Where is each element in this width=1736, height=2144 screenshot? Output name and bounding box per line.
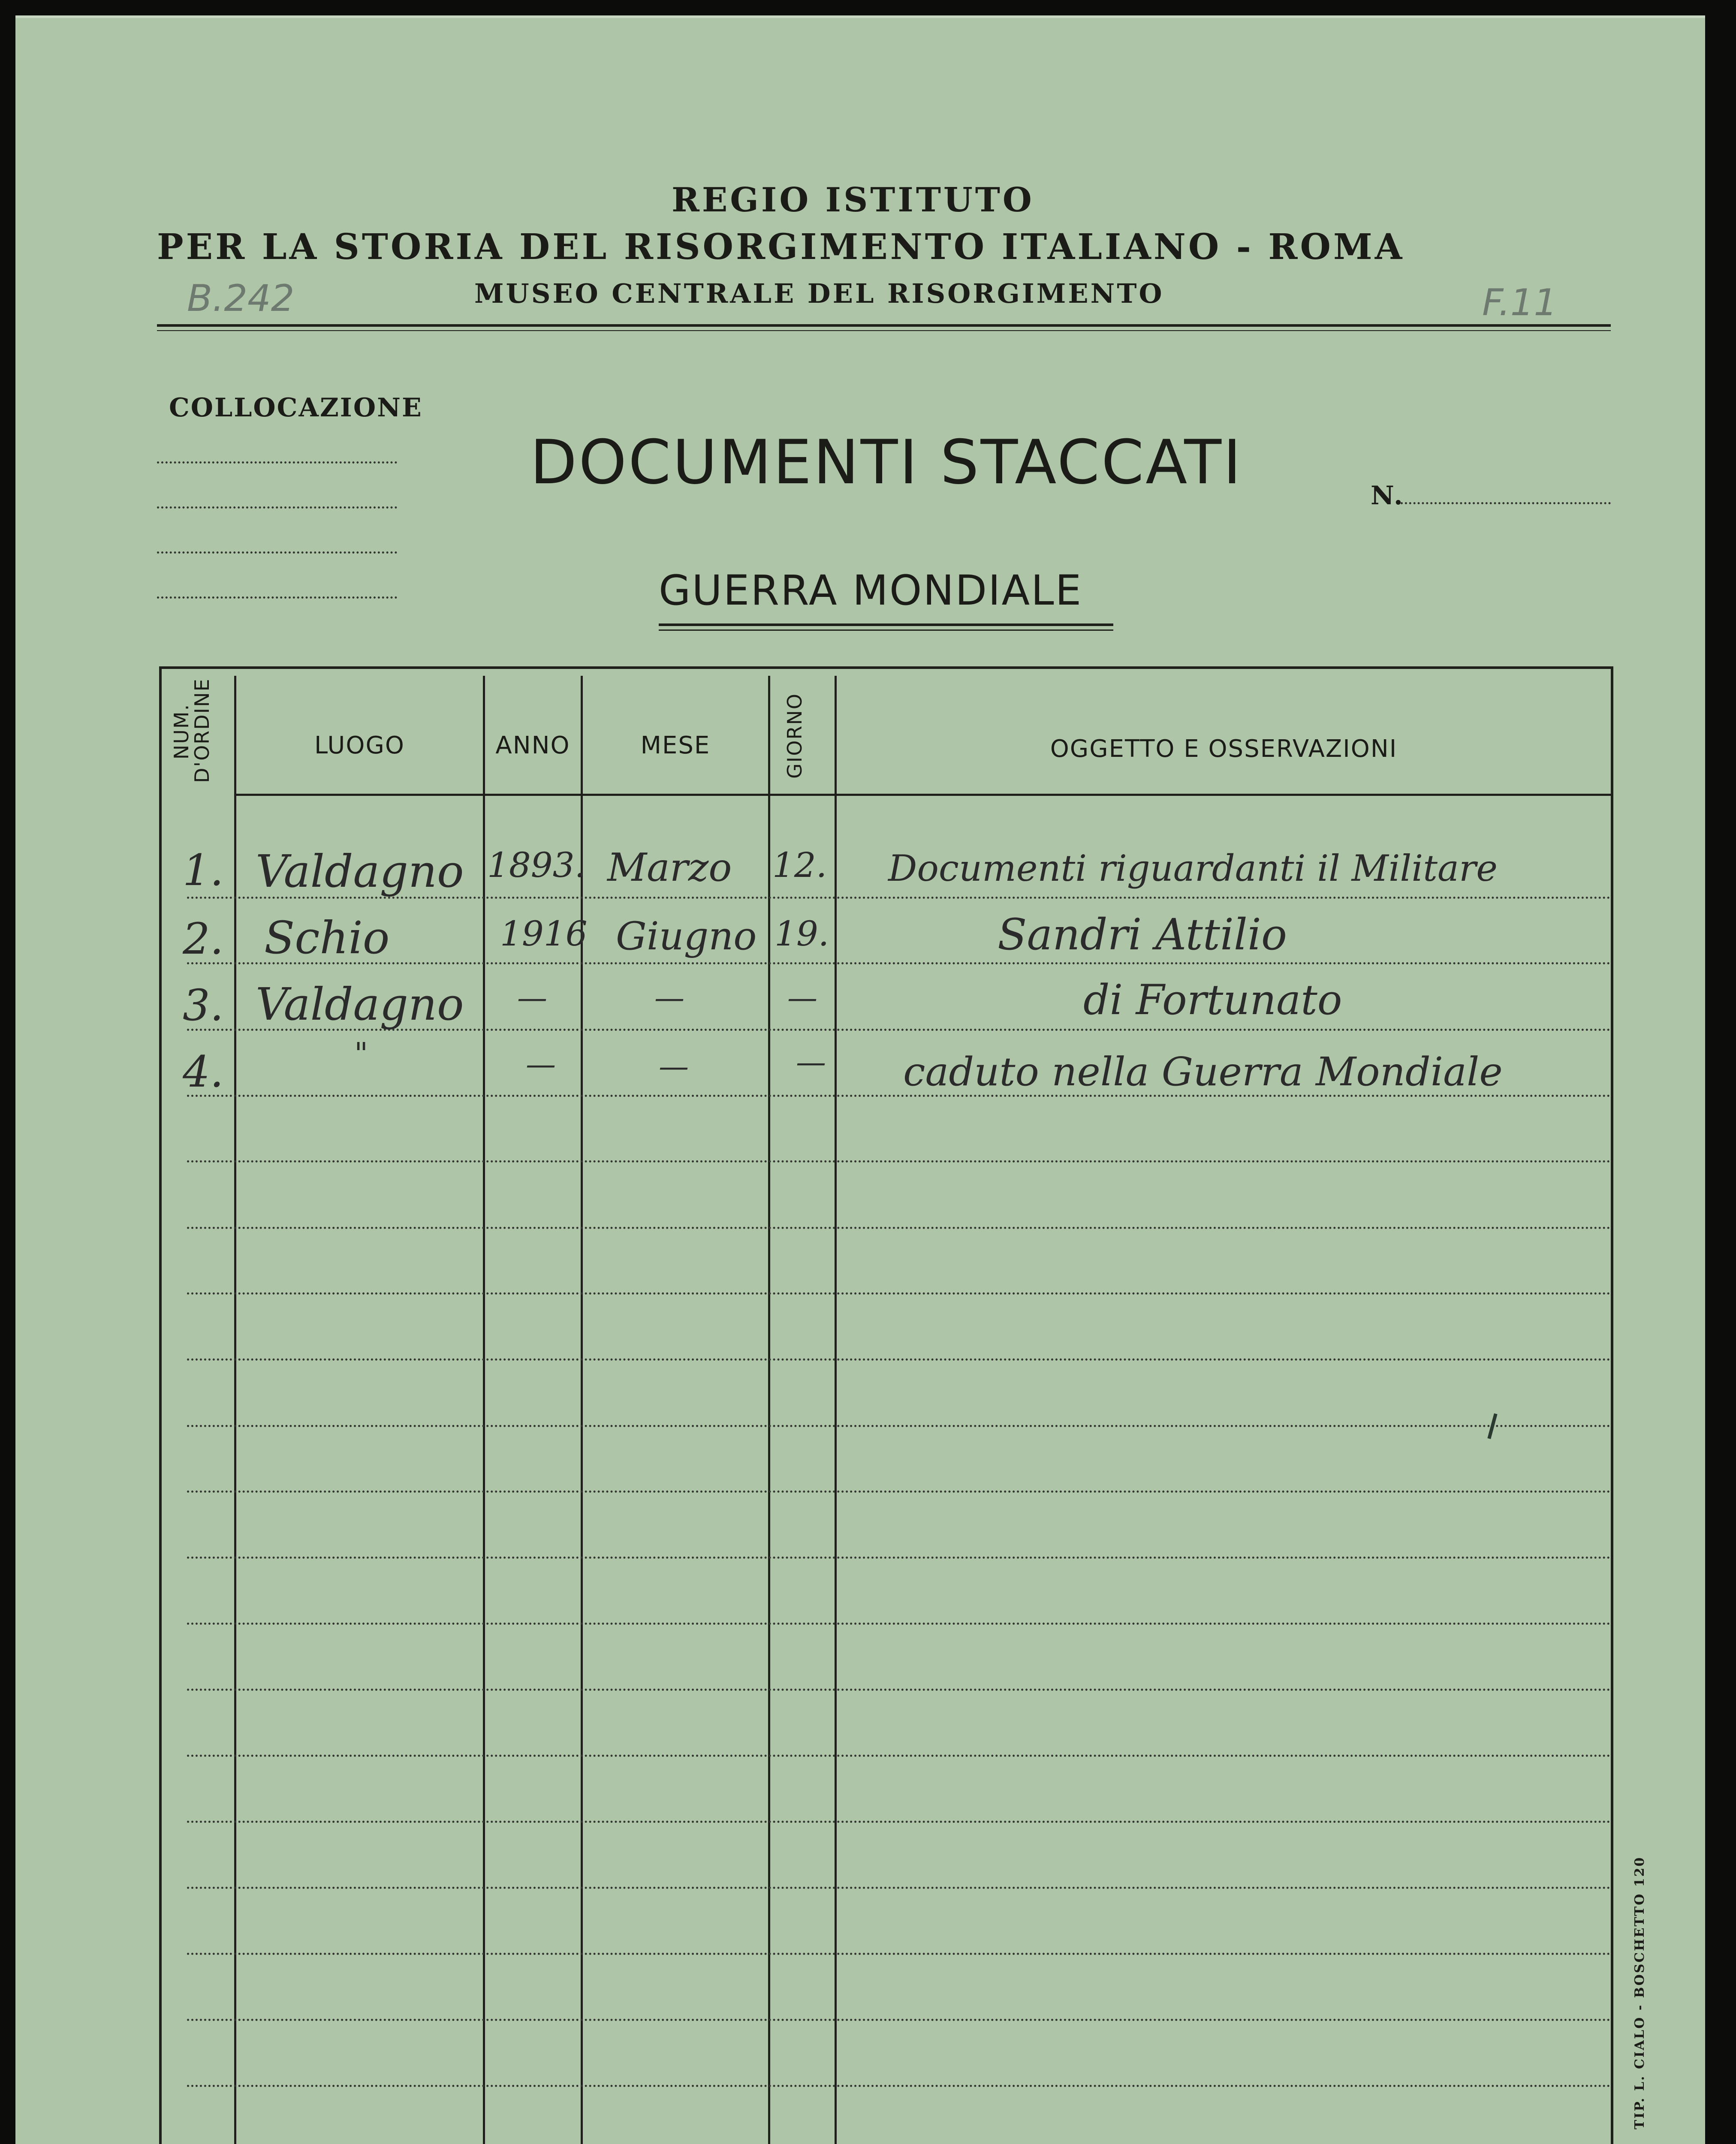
row2-anno: 1916	[500, 914, 588, 954]
header-giorno: GIORNO	[783, 693, 806, 779]
header-num: NUM. D'ORDINE	[170, 678, 214, 783]
subtitle-underline-2	[659, 629, 1113, 631]
table-top-border	[159, 666, 1613, 669]
row3-oggetto: di Fortunato	[1083, 976, 1342, 1024]
row4-giorno: —	[796, 1045, 826, 1080]
row1-luogo: Valdagno	[256, 845, 464, 897]
row2-mese: Giugno	[616, 914, 757, 959]
header-rule	[157, 324, 1611, 327]
header-line1: REGIO ISTITUTO	[672, 181, 1034, 220]
row4-luogo: "	[354, 1036, 368, 1071]
page-title: DOCUMENTI STACCATI	[530, 427, 1243, 498]
table-left-border	[159, 666, 162, 2144]
row3-anno: —	[517, 980, 547, 1015]
row4-num: 4.	[183, 1047, 224, 1097]
row1-anno: 1893.	[487, 845, 586, 885]
header-line2: PER LA STORIA DEL RISORGIMENTO ITALIANO - ROMA	[157, 226, 1405, 268]
header-luogo: LUOGO	[314, 732, 405, 759]
row1-mese: Marzo	[607, 845, 732, 890]
header-rule-thin	[157, 330, 1611, 331]
collocazione-line-4[interactable]	[157, 596, 397, 599]
row1-giorno: 12.	[772, 845, 827, 885]
row3-mese: —	[654, 980, 684, 1015]
collocazione-line-3[interactable]	[157, 551, 397, 554]
row2-oggetto: Sandri Attilio	[998, 909, 1287, 960]
row1-num: 1.	[183, 845, 224, 895]
collocazione-line-2[interactable]	[157, 506, 397, 509]
number-label: N.	[1371, 481, 1404, 511]
number-field[interactable]	[1401, 502, 1611, 504]
col-divider-1	[234, 676, 236, 2144]
subtitle-underline	[659, 623, 1113, 626]
subtitle: GUERRA MONDIALE	[659, 566, 1083, 614]
header-bottom-rule	[234, 794, 1613, 796]
header-line3: MUSEO CENTRALE DEL RISORGIMENTO	[474, 278, 1164, 309]
row1-oggetto: Documenti riguardanti il Militare	[888, 847, 1498, 889]
collocazione-line-1[interactable]	[157, 461, 397, 464]
header-mese: MESE	[640, 732, 711, 759]
row3-luogo: Valdagno	[256, 978, 464, 1030]
pencil-note-right: F.11	[1482, 281, 1558, 324]
row4-oggetto: caduto nella Guerra Mondiale	[903, 1049, 1503, 1095]
row2-luogo: Schio	[264, 912, 390, 964]
collocazione-label: COLLOCAZIONE	[169, 393, 423, 423]
row4-mese: —	[659, 1049, 689, 1084]
col-divider-3	[581, 676, 583, 2144]
col-divider-2	[483, 676, 485, 2144]
col-divider-4	[768, 676, 770, 2144]
row2-num: 2.	[183, 914, 224, 964]
row3-giorno: —	[787, 980, 817, 1015]
document-sheet	[15, 15, 1705, 2144]
row3-num: 3.	[183, 980, 224, 1030]
col-divider-5	[835, 676, 837, 2144]
header-oggetto: OGGETTO E OSSERVAZIONI	[1050, 735, 1398, 763]
row2-giorno: 19.	[775, 914, 829, 954]
header-anno: ANNO	[495, 732, 570, 759]
row4-anno: —	[526, 1047, 556, 1082]
table-right-border	[1611, 666, 1613, 2144]
pencil-note-left: B.242	[187, 277, 295, 320]
printer-mark: TIP. L. CIALO - BOSCHETTO 120	[1632, 1856, 1647, 2129]
